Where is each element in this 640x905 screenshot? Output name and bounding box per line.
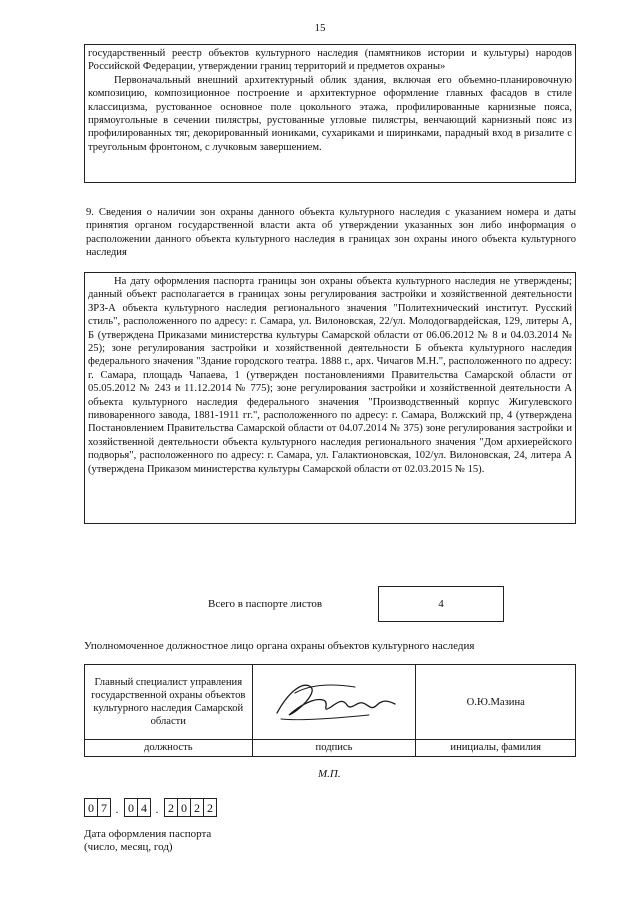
date-digit: 0 <box>124 798 138 817</box>
handwritten-signature <box>259 671 409 731</box>
stamp-place: М.П. <box>318 768 341 780</box>
date-digit: 2 <box>190 798 204 817</box>
date-digit: 0 <box>177 798 191 817</box>
caption-name: инициалы, фамилия <box>416 740 576 757</box>
date-digit: 4 <box>137 798 151 817</box>
date-caption-line1: Дата оформления паспорта <box>84 828 212 840</box>
signature-cell <box>252 665 416 740</box>
heritage-subject-box <box>84 44 576 183</box>
date-digit: 2 <box>164 798 178 817</box>
date-field <box>84 796 216 817</box>
date-digit: 7 <box>97 798 111 817</box>
official-position: Главный специалист управления государственной охраны объектов культурного наследия Самарской области <box>91 677 246 727</box>
date-separator: . <box>115 802 119 816</box>
authorized-official-title: Уполномоченное должностное лицо органа охраны объектов культурного наследия <box>84 640 475 652</box>
caption-signature: подпись <box>252 740 416 757</box>
protection-subject-text: Первоначальный внешний архитектурный облик здания, включая его объемно-планировочную композицию, композиционное построение и архитектурное оформление главных фасадов в стиле классицизма, рустованное основное поле цокольного этажа, профилированные карнизные пояса, прямоугольные в сечении пилястры, рустованные угловые пилястры, венчающий карнизный пояс из профилированных тяг, декорированный иониками, сухариками и ширинками, парадный вход в ризалите с треугольным фронтоном, с лучковым завершением. <box>88 74 572 153</box>
page-number: 15 <box>314 22 326 34</box>
caption-position: должность <box>85 740 253 757</box>
official-name: О.Ю.Мазина <box>466 696 525 708</box>
date-caption <box>84 828 211 854</box>
signature-table <box>84 664 576 757</box>
section-9-heading: 9. Сведения о наличии зон охраны данного объекта культурного наследия с указанием номера и даты принятия органом государственной власти акта об утверждении указанных зон либо информация о расположении данного объекта культурного наследия в границах зон охраны иного объекта культурного наследия <box>86 207 576 259</box>
registry-text: государственный реестр объектов культурного наследия (памятников истории и культуры) народов Российской Федерации, утверждении границ территорий и предметов охраны» <box>88 48 572 73</box>
protection-zones-box <box>84 272 576 524</box>
date-digit: 2 <box>203 798 217 817</box>
date-separator: . <box>155 802 159 816</box>
position-cell <box>85 665 253 740</box>
date-caption-line2: (число, месяц, год) <box>84 841 173 853</box>
total-sheets-label: Всего в паспорте листов <box>208 598 323 610</box>
name-cell <box>416 665 576 740</box>
date-digit: 0 <box>84 798 98 817</box>
protection-zones-text: На дату оформления паспорта границы зон охраны объекта культурного наследия не утверждены; данный объект располагается в границах зоны регулирования застройки и хозяйственной деятельности ЗРЗ-А объекта культурного наследия регионального значения "Политехнический институт. Русский стиль", расположенного по адресу: г. Самара, ул. Вилоновская, 22/ул. Молодогвардейская, 129, литеры А, Б (утверждена Приказами министерства культуры Самарской области от 06.06.2012 № 8 и 04.03.2014 № 25); зоне регулирования застройки и хозяйственной деятельности Б объекта культурного наследия федерального значения "Здание городского театра. 1888 г., арх. Чичагов М.Н.", расположенного по адресу: г. Самара, площадь Чапаева, 1 (утвержден постановлениями Правительства Самарской области от 05.05.2012 № 243 и 11.12.2014 № 775); зоне регулирования застройки и хозяйственной деятельности А объекта культурного наследия федерального значения "Производственный корпус Жигулевского пивоваренного завода, 1881-1911 гг.", расположенного по адресу: г. Самара, Волжский пр, 4 (утверждена Постановлением Правительства Самарской области от 04.07.2014 № 375) зоне регулирования застройки и хозяйственной деятельности объекта культурного наследия регионального значения "Дом архиерейского подворья", расположенного по адресу: г. Самара, ул. Галактионовская, 102/ул. Вилоновская, 24, литера А (утверждена Приказом министерства культуры Самарской области от 02.03.2015 № 15). <box>88 276 572 475</box>
total-sheets-value: 4 <box>378 586 504 622</box>
